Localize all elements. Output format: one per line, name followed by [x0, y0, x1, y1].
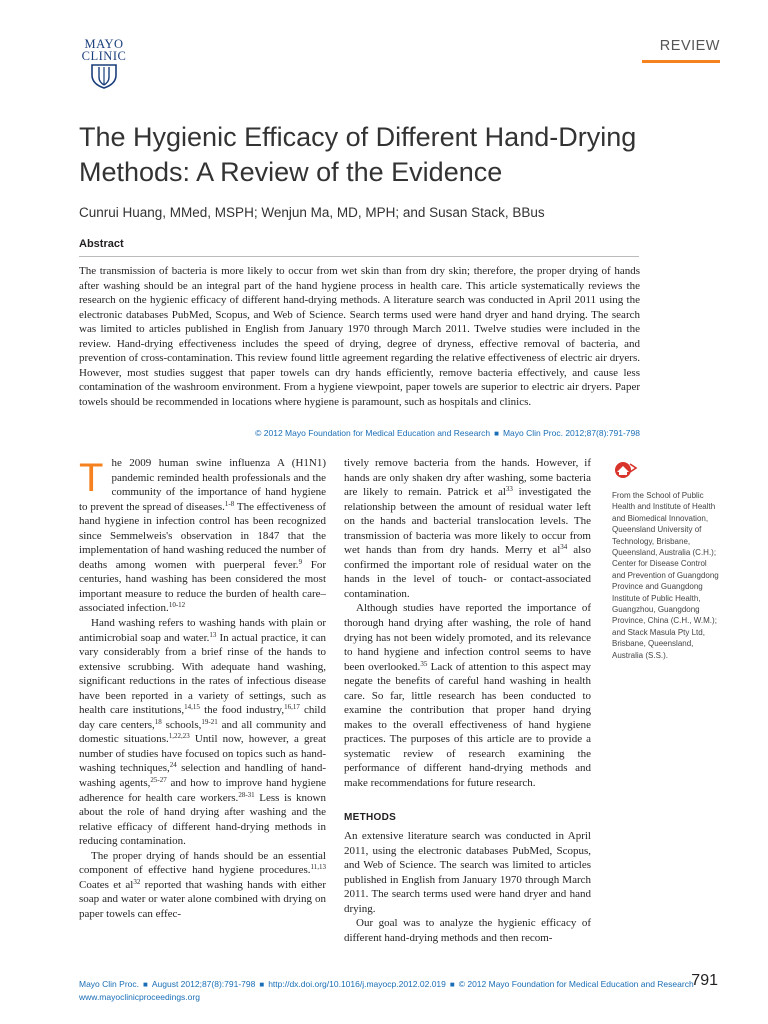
separator-square-icon: ■ [494, 429, 499, 438]
drop-cap: T [79, 456, 104, 500]
abstract-citation [79, 428, 640, 438]
separator-square-icon: ■ [143, 980, 148, 989]
body-column-2 [344, 456, 591, 946]
footer-doi-link[interactable]: http://dx.doi.org/10.1016/j.mayocp.2012.02.019 [268, 979, 446, 989]
body-paragraph: The 2009 human swine influenza A (H1N1) pandemic reminded health professionals and the community of the importance of hand hygiene to prevent the spread of diseases.$^{1-8}$ The effectiveness of hand hygiene in infection control has been recognized since Semmelweis's observation in 1847 that the implementation of hand washing reduced the number of deaths among women with puerperal fever.$^9$ For centuries, hand washing has been considered the most important measure to reduce the burden of health care–associated infection.$^{10-12}$ [79, 456, 327, 615]
reference-sup: 34 [560, 543, 568, 552]
body-column-1 [79, 456, 326, 922]
reference-sup: 16,17 [284, 703, 300, 712]
body-paragraph: An extensive literature search was conducted in April 2011, using the electronic databases PubMed, Scopus, and Web of Science. The search was limited to articles published in English from January 1970 through March 2011. The search terms used were hand dryer and hand drying. [344, 830, 591, 915]
reference-sup: 1,22,23 [168, 732, 190, 741]
abstract-heading: Abstract [79, 238, 124, 250]
abstract-citation-ref: Mayo Clin Proc. 2012;87(8):791-798 [502, 428, 640, 438]
reference-sup: 14,15 [184, 703, 200, 712]
page-footer [79, 978, 719, 1003]
reference-sup: 19-21 [201, 717, 218, 726]
body-paragraph: Our goal was to analyze the hygienic efficacy of different hand-drying methods and then recom- [344, 917, 591, 944]
separator-square-icon: ■ [449, 980, 455, 989]
section-label: REVIEW [659, 38, 720, 54]
reference-sup: 13 [209, 630, 217, 639]
footer-journal: Mayo Clin Proc. [79, 979, 139, 989]
body-paragraph: Although studies have reported the importance of thorough hand drying after washing, the role of hand drying has not been widely promoted, and its relevance to hand hygiene and infection control seems to have been overlooked.$^{35}$ Lack of attention to this aspect may negate the benefits of careful hand washing in health care. So far, little research has been conducted to examine the contribution that proper hand drying makes to the overall effectiveness of hand hygiene practices. The purposes of this article are to provide a systematic review of research examining the performance of different hand-drying methods and make recommendations for future research. [344, 602, 591, 790]
reference-sup: 9 [298, 557, 303, 566]
footer-line1 [79, 978, 719, 991]
reference-sup: 35 [420, 659, 428, 668]
mayo-clinic-logo [74, 38, 134, 94]
page-number: 791 [691, 972, 718, 989]
reference-sup: 24 [169, 761, 177, 770]
abstract-copyright: © 2012 Mayo Foundation for Medical Education and Research [255, 428, 491, 438]
article-title: The Hygienic Efficacy of Different Hand-Drying Methods: A Review of the Evidence [79, 122, 637, 187]
mayo-shield-icon [90, 63, 118, 89]
footer-website-link[interactable]: www.mayoclinicproceedings.org [79, 992, 200, 1002]
reference-sup: 11,13 [310, 863, 326, 872]
reference-sup: 25-27 [150, 776, 167, 785]
abstract-paragraph: The transmission of bacteria is more likely to occur from wet skin than from dry skin; therefore, the proper drying of hands after washing should be an integral part of the hand hygiene process in health care. This article systematically reviews the research on the hygienic efficacy of different hand-drying methods. A literature search was conducted in April 2011 using the electronic databases PubMed, Scopus, and Web of Science. Search terms used were hand dryer and hand drying. The search was limited to articles published in English from January 1970 through March 2011. Twelve studies were included in the review. Hand-drying effectiveness includes the speed of drying, degree of dryness, effective removal of bacteria, and prevention of cross-contamination. This review found little agreement regarding the relative effectiveness of electric air dryers. However, most studies suggest that paper towels can dry hands efficiently, remove bacteria effectively, and cause less contamination of the washroom environment. From a hygiene viewpoint, paper towels are superior to electric air dryers. Paper towels should be recommended in locations where hygiene is paramount, such as hospitals and clinics. [79, 265, 640, 408]
footer-issue: August 2012;87(8):791-798 [151, 979, 256, 989]
reference-sup: 33 [505, 485, 513, 494]
author-list: Cunrui Huang, MMed, MSPH; Wenjun Ma, MD, MPH; and Susan Stack, BBus [79, 205, 545, 220]
affiliation-badge-icon [612, 460, 638, 480]
affiliation-note: From the School of Public Health and Institute of Health and Biomedical Innovation, Queensland University of Technology, Brisbane, Queensland, Australia (C.H.); Center for Disease Control and Prevention of Guangdong Province and Guangdong Institute of Public Health, Guangzhou, Guangdong Province, China (C.H., W.M.); and Stack Masula Pty Ltd, Brisbane, Queensland, Australia (S.S.). [612, 491, 719, 660]
separator-square-icon: ■ [259, 980, 265, 989]
reference-sup: 32 [133, 877, 141, 886]
body-paragraph: The proper drying of hands should be an essential component of effective hand hygiene procedures.$^{11,13}$ Coates et $al^{32}$ reported that washing hands with either soap and water or water alone combined with drying on paper towels can effec- [79, 849, 326, 920]
logo-line1: MAYO [84, 37, 124, 51]
methods-heading: METHODS [344, 811, 397, 823]
logo-line2: CLINIC [81, 49, 127, 63]
reference-sup: 18 [154, 717, 162, 726]
reference-sup: 10-12 [168, 601, 186, 610]
abstract-body [79, 264, 640, 409]
reference-sup: 28-31 [238, 790, 255, 799]
footer-copyright: © 2012 Mayo Foundation for Medical Education and Research [458, 979, 694, 989]
reference-sup: 1-8 [224, 499, 235, 508]
abstract-divider [79, 256, 639, 257]
body-paragraph: tively remove bacteria from the hands. However, if hands are only shaken dry after washing, some bacteria are likely to remain. Patrick et $al^{33}$ investigated the relationship between the amount of residual water left on the hands and bacterial translocation levels. The transmission of bacteria was more likely to occur from wet hands than from dry hands. Merry et $al^{34}$ also confirmed the important role of residual water on the hands in the level of touch- or contact-associated contamination. [344, 457, 592, 600]
section-accent-rule [642, 60, 720, 63]
body-paragraph: Hand washing refers to washing hands with plain or antimicrobial soap and water.$^{13}$ In actual practice, it can vary considerably from a brief rinse of the hands to extensive scrubbing. With adequate hand washing, significant reductions in the rates of infectious disease have been reported in a variety of settings, such as health care institutions,$^{14,15}$ the food industry,$^{16,17}$ child day care centers,$^{18}$ schools,$^{19-21}$ and all community and domestic situations.$^{1,22,23}$ Until now, however, a great number of studies have focused on topics such as hand-washing techniques,$^{24}$ selection and handling of hand-washing agents,$^{25-27}$ and how to improve hand hygiene adherence for health care workers.$^{28-31}$ Less is known about the role of hand drying after washing and the relative efficacy of different hand-drying methods in reducing contamination. [79, 617, 327, 848]
